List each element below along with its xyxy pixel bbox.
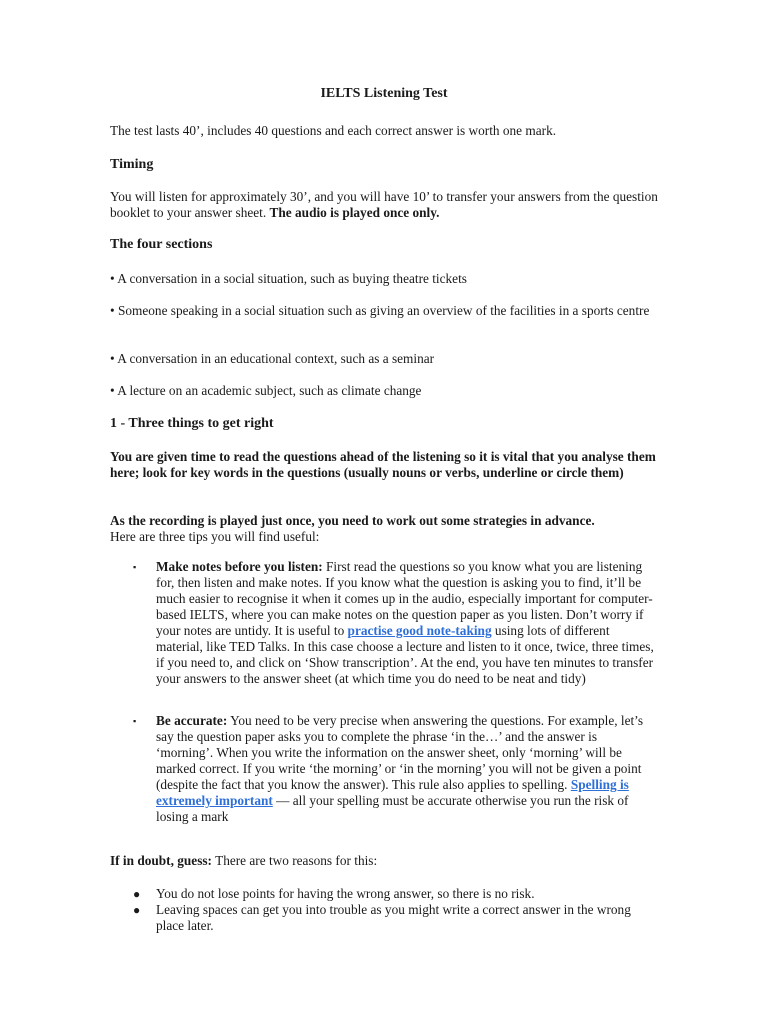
recording-text: Here are three tips you will find useful: bbox=[110, 529, 320, 544]
tip-accurate bbox=[156, 713, 656, 825]
tip-accurate-text-after: — all your spelling must be accurate otherwise you run the risk of losing a mark bbox=[156, 793, 629, 824]
tip-notes-label: Make notes before you listen: bbox=[156, 559, 323, 574]
intro-paragraph: The test lasts 40’, includes 40 questions and each correct answer is worth one mark. bbox=[110, 123, 557, 138]
tip-bullet-1: ▪ bbox=[133, 562, 137, 572]
doubt-text: There are two reasons for this: bbox=[211, 853, 378, 868]
page-title: IELTS Listening Test bbox=[320, 86, 448, 101]
doubt-label: If in doubt, guess: bbox=[110, 853, 212, 868]
practise-note-taking-link[interactable]: practise good note-taking bbox=[347, 623, 492, 638]
section-item-3: • A conversation in an educational context, such as a seminar bbox=[110, 351, 435, 366]
doubt-paragraph bbox=[110, 853, 670, 869]
section-item-1: • A conversation in a social situation, such as buying theatre tickets bbox=[110, 271, 467, 286]
recording-paragraph bbox=[110, 513, 640, 545]
tip-accurate-label: Be accurate: bbox=[156, 713, 228, 728]
tip-bullet-2: ▪ bbox=[133, 716, 137, 726]
timing-paragraph bbox=[110, 189, 670, 221]
timing-heading: Timing bbox=[110, 157, 154, 172]
doubt-item-1: You do not lose points for having the wrong answer, so there is no risk. bbox=[156, 886, 535, 901]
section-item-2: • Someone speaking in a social situation such as giving an overview of the facilities in a sports centre bbox=[110, 303, 650, 318]
tip-accurate-text: You need to be very precise when answering the questions. For example, let’s say the question paper asks you to complete the phrase ‘in the…’ and the answer is ‘morning’. When you write the information on the answer sheet, only ‘morning’ will be marked correct. If you write ‘the morning’ or ‘in the morning’ you will not be given a point (despite the fact that you know the answer). This rule also applies to spelling. bbox=[156, 713, 644, 792]
three-things-heading: 1 - Three things to get right bbox=[110, 416, 274, 431]
doubt-bullet-2: ● bbox=[133, 903, 141, 917]
analyse-paragraph: You are given time to read the questions ahead of the listening so it is vital that you analyse them here; look for key words in the questions (usually nouns or verbs, underline or circle them) bbox=[110, 449, 656, 480]
spelling-important-link[interactable]: Spelling is extremely important bbox=[156, 777, 629, 808]
sections-heading: The four sections bbox=[110, 237, 213, 252]
section-item-4: • A lecture on an academic subject, such as climate change bbox=[110, 383, 422, 398]
doubt-item-2: Leaving spaces can get you into trouble as you might write a correct answer in the wrong place later. bbox=[156, 902, 631, 933]
timing-text: You will listen for approximately 30’, and you will have 10’ to transfer your answers from the question booklet to your answer sheet. bbox=[110, 189, 658, 220]
timing-bold-text: The audio is played once only. bbox=[269, 205, 440, 220]
tip-notes-text-after: using lots of different material, like TED Talks. In this case choose a lecture and listen to it once, twice, three times, if you need to, and click on ‘Show transcription’. At the end, you have ten minutes to transfer your answers to the answer sheet (at which time you do need to be neat and tidy) bbox=[156, 623, 654, 686]
tip-notes bbox=[156, 559, 656, 687]
doubt-bullet-1: ● bbox=[133, 887, 141, 901]
tip-notes-text: First read the questions so you know what you are listening for, then listen and make notes. If you know what the question is asking you to find, it’ll be much easier to recognise it when it comes up in the audio, especially important for computer-based IELTS, where you can make notes on the question paper as you listen. Don’t worry if your notes are untidy. It is useful to bbox=[156, 559, 653, 638]
recording-bold-text: As the recording is played just once, you need to work out some strategies in advance. bbox=[110, 513, 595, 528]
